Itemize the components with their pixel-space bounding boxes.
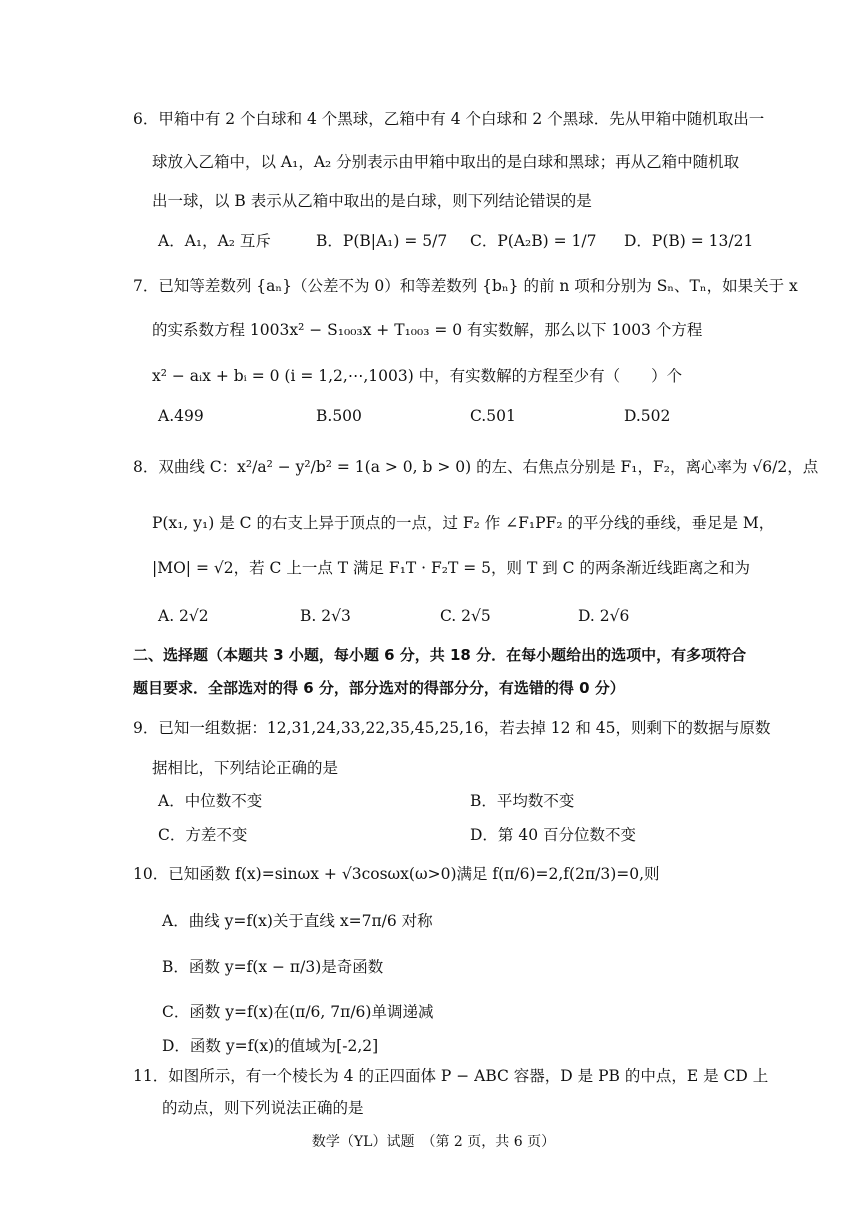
q7-option-c: C.501 xyxy=(470,407,516,425)
q6-option-c: C．P(A₂B) = 1/7 xyxy=(470,232,597,250)
q8-option-b: B. 2√3 xyxy=(300,607,351,625)
q6-line3: 出一球，以 B 表示从乙箱中取出的是白球，则下列结论错误的是 xyxy=(152,192,592,210)
q7-line1: 7．已知等差数列 {aₙ}（公差不为 0）和等差数列 {bₙ} 的前 n 项和分别为 Sₙ、Tₙ，如果关于 x xyxy=(133,277,798,295)
page-footer: 数学（YL）试题 （第 2 页，共 6 页） xyxy=(311,1134,556,1150)
q6-line2: 球放入乙箱中，以 A₁，A₂ 分别表示由甲箱中取出的是白球和黑球；再从乙箱中随机取 xyxy=(152,153,740,171)
section2-line1: 二、选择题（本题共 3 小题，每小题 6 分，共 18 分．在每小题给出的选项中，有多项符合 xyxy=(133,646,747,664)
q9-option-d: D．第 40 百分位数不变 xyxy=(470,826,637,844)
q6-option-b: B．P(B|A₁) = 5/7 xyxy=(316,232,448,250)
q7-option-d: D.502 xyxy=(624,407,671,425)
q10-option-b: B．函数 y=f(x − π/3)是奇函数 xyxy=(162,958,384,976)
q7-option-b: B.500 xyxy=(316,407,362,425)
q9-line2: 据相比，下列结论正确的是 xyxy=(152,759,339,777)
q8-line2: P(x₁, y₁) 是 C 的右支上异于顶点的一点，过 F₂ 作 ∠F₁PF₂ 的平分线的垂线，垂足是 M， xyxy=(152,514,775,532)
q10-option-d: D．函数 y=f(x)的值域为[-2,2] xyxy=(162,1037,379,1055)
q6-option-a: A．A₁，A₂ 互斥 xyxy=(158,232,271,250)
q10-option-c: C．函数 y=f(x)在(π/6, 7π/6)单调递减 xyxy=(162,1003,434,1021)
q10-option-a: A．曲线 y=f(x)关于直线 x=7π/6 对称 xyxy=(162,912,433,930)
q8-line3: |MO| = √2，若 C 上一点 T 满足 F₁T · F₂T = 5，则 T 到 C 的两条渐近线距离之和为 xyxy=(152,559,750,577)
q7-line3: x² − aᵢx + bᵢ = 0 (i = 1,2,⋯,1003) 中，有实数解的方程至少有（ ）个 xyxy=(152,367,683,385)
q9-option-a: A．中位数不变 xyxy=(158,792,263,810)
q7-option-a: A.499 xyxy=(158,407,204,425)
q8-option-c: C. 2√5 xyxy=(440,607,491,625)
section2-line2: 题目要求．全部选对的得 6 分，部分选对的得部分分，有选错的得 0 分） xyxy=(133,679,625,697)
q8-line1: 8．双曲线 C：x²/a² − y²/b² = 1(a > 0, b > 0) 的左、右焦点分别是 F₁，F₂，离心率为 √6/2，点 xyxy=(133,458,819,476)
q6-line1: 6．甲箱中有 2 个白球和 4 个黑球，乙箱中有 4 个白球和 2 个黑球．先从甲箱中随机取出一 xyxy=(133,110,765,128)
q8-option-a: A. 2√2 xyxy=(158,607,209,625)
q8-option-d: D. 2√6 xyxy=(578,607,630,625)
q9-option-b: B．平均数不变 xyxy=(470,792,575,810)
q11-line1: 11．如图所示，有一个棱长为 4 的正四面体 P − ABC 容器，D 是 PB 的中点，E 是 CD 上 xyxy=(133,1067,769,1085)
q9-line1: 9．已知一组数据：12,31,24,33,22,35,45,25,16，若去掉 12 和 45，则剩下的数据与原数 xyxy=(133,719,771,737)
q7-line2: 的实系数方程 1003x² − S₁₀₀₃x + T₁₀₀₃ = 0 有实数解，那么以下 1003 个方程 xyxy=(152,321,703,339)
q6-option-d: D．P(B) = 13/21 xyxy=(624,232,754,250)
q9-option-c: C．方差不变 xyxy=(158,826,248,844)
q11-line2: 的动点，则下列说法正确的是 xyxy=(162,1099,364,1117)
q10-line1: 10．已知函数 f(x)=sinωx + √3cosωx(ω>0)满足 f(π/6)=2,f(2π/3)=0,则 xyxy=(133,865,660,883)
